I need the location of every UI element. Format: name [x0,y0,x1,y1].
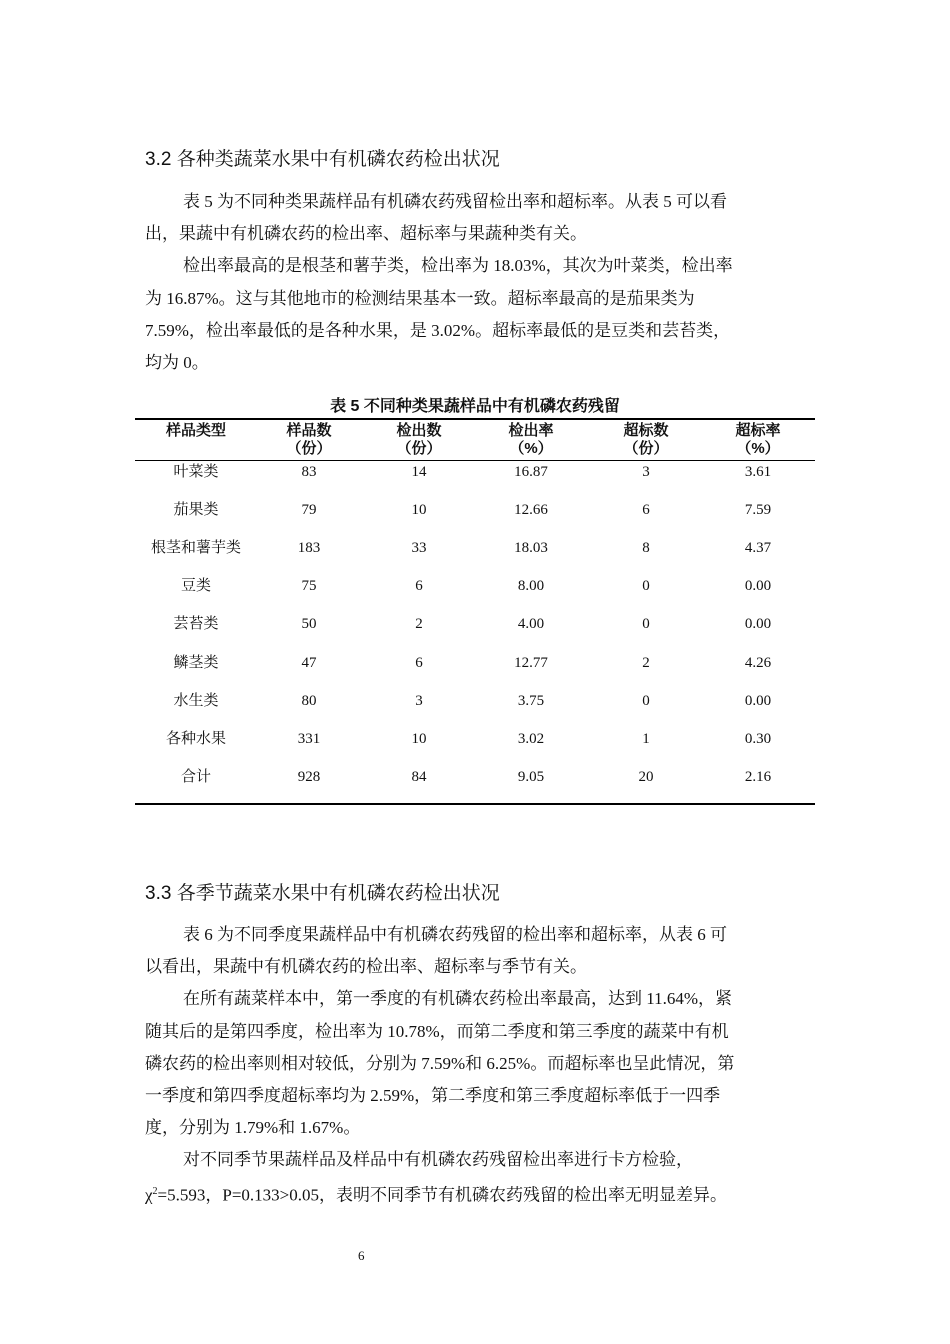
paragraph-line: 为 16.87%。这与其他地市的检测结果基本一致。超标率最高的是茄果类为 [145,288,695,308]
table-header-cell: 检出率 [508,422,554,439]
table-cell: 2 [642,654,650,671]
table-cell: 84 [411,768,427,785]
table-cell: 0 [642,692,650,709]
table-header-unit: （%） [509,440,553,457]
table-cell: 80 [301,692,317,709]
table-cell: 10 [411,502,427,519]
table-header-cell: 超标率 [735,422,781,439]
table-header-cell: 检出数 [396,422,442,439]
table-cell: 6 [642,502,650,519]
paragraph-line: 表 5 为不同种类果蔬样品有机磷农药残留检出率和超标率。从表 5 可以看 [183,192,727,211]
chi-square-line [145,1181,727,1207]
table-bottom-rule [135,803,815,805]
table-cell: 14 [411,464,427,480]
table-cell: 928 [297,768,321,785]
chi-superscript: 2 [152,1186,158,1197]
table-cell: 10 [411,730,427,747]
table-cell: 0 [642,616,650,633]
table-cell: 183 [297,540,321,557]
paragraph-line: 对不同季节果蔬样品及样品中有机磷农药残留检出率进行卡方检验， [183,1150,693,1170]
table-cell: 47 [301,654,317,671]
table-cell: 0.00 [744,578,772,595]
table-header-cell: 样品类型 [165,422,226,439]
table-title: 表 5 不同种类果蔬样品中有机磷农药残留 [330,398,620,415]
table-header-cell: 样品数 [286,422,332,439]
table-cell: 8.00 [517,578,545,595]
table-cell: 50 [301,616,317,633]
section-heading-3-3: 3.3 各季节蔬菜水果中有机磷农药检出状况 [145,883,500,904]
table-cell: 2 [415,616,423,633]
table-header-unit: （份） [286,440,332,457]
table-cell: 3 [642,464,650,480]
table-cell: 7.59 [744,502,772,519]
section-heading-3-2: 3.2 各种类蔬菜水果中有机磷农药检出状况 [145,149,500,170]
paragraph-line: 在所有蔬菜样本中，第一季度的有机磷农药检出率最高，达到 11.64%，紧 [183,989,733,1009]
table-cell: 3.61 [744,464,772,480]
table-row-label: 鳞茎类 [173,654,219,671]
paragraph-line: 表 6 为不同季度果蔬样品中有机磷农药残留的检出率和超标率，从表 6 可 [183,925,727,944]
page-number: 6 [358,1248,365,1263]
chi-symbol: χ [145,1185,153,1205]
table-cell: 8 [642,540,650,557]
table-row-label: 根茎和薯芋类 [150,540,241,557]
table-cell: 20 [638,768,654,785]
table-cell: 9.05 [517,768,545,785]
chi-result-text: =5.593，P=0.133>0.05，表明不同季节有机磷农药残留的检出率无明显差异。 [157,1185,728,1205]
paragraph-line: 随其后的是第四季度，检出率为 10.78%，而第二季度和第三季度的蔬菜中有机 [145,1021,729,1041]
table-cell: 33 [411,540,427,557]
table-cell: 0.30 [744,730,772,747]
table-cell: 18.03 [514,540,548,557]
paragraph-line: 度，分别为 1.79%和 1.67%。 [145,1118,361,1138]
table-cell: 12.66 [514,502,548,519]
table-header-cell: 超标数 [623,422,669,439]
table-cell: 6 [415,654,423,671]
table-cell: 6 [415,578,423,595]
table-header-unit: （%） [736,440,780,457]
table-row-label: 豆类 [180,578,211,595]
table-cell: 1 [642,730,650,747]
table-row-label: 叶菜类 [173,464,219,480]
table-cell: 0.00 [744,616,772,633]
table-row-label: 各种水果 [165,730,226,747]
paragraph-line: 以看出，果蔬中有机磷农药的检出率、超标率与季节有关。 [145,957,587,977]
table-top-rule [135,418,815,420]
table-cell: 79 [301,502,317,519]
table-header-unit: （份） [623,440,669,457]
table-cell: 3.02 [517,730,545,747]
paragraph-line: 磷农药的检出率则相对较低，分别为 7.59%和 6.25%。而超标率也呈此情况，第 [145,1053,735,1073]
table-header-rule [135,460,815,461]
table-header-unit: （份） [396,440,442,457]
table-cell: 4.37 [744,540,772,557]
table-cell: 4.26 [744,654,772,671]
table-cell: 12.77 [514,654,548,671]
table-cell: 83 [301,464,317,480]
table-row-label: 茄果类 [173,502,219,519]
table-row-label: 合计 [180,768,211,785]
table-cell: 3.75 [517,692,545,709]
table-cell: 16.87 [514,464,548,480]
paragraph-line: 出，果蔬中有机磷农药的检出率、超标率与果蔬种类有关。 [145,224,587,244]
table-cell: 3 [415,692,423,709]
paragraph-line: 一季度和第四季度超标率均为 2.59%，第二季度和第三季度超标率低于一四季 [145,1086,721,1105]
table-cell: 0 [642,578,650,595]
table-cell: 4.00 [517,616,545,633]
table-cell: 0.00 [744,692,772,709]
paragraph-line: 均为 0。 [145,353,209,372]
paragraph-line: 7.59%，检出率最低的是各种水果，是 3.02%。超标率最低的是豆类和芸苔类， [145,320,731,340]
table-cell: 2.16 [744,768,772,785]
table-cell: 75 [301,578,317,595]
table-row-label: 芸苔类 [173,616,219,633]
table-row-label: 水生类 [173,692,219,709]
paragraph-line: 检出率最高的是根茎和薯芋类，检出率为 18.03%，其次为叶菜类，检出率 [183,256,733,276]
table-cell: 331 [297,730,321,747]
